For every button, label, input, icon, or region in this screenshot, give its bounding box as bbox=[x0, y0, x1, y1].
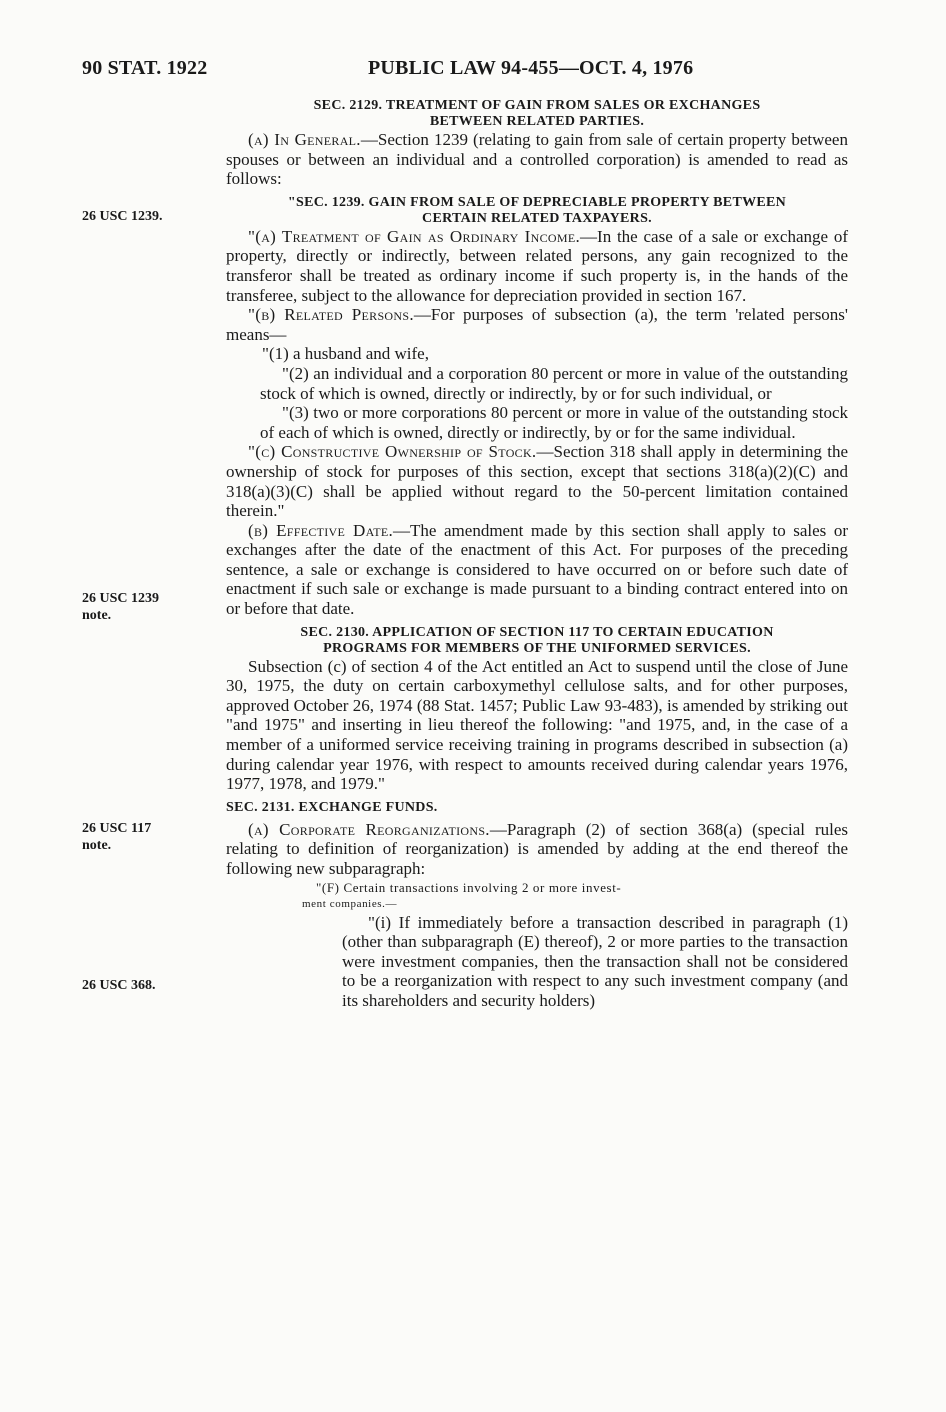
section-2129-heading bbox=[226, 98, 848, 130]
section-2130-heading bbox=[226, 625, 848, 657]
sec-1239-subsection-b bbox=[226, 305, 848, 344]
margin-note-line: note. bbox=[82, 838, 112, 853]
heading-line: ment companies.— bbox=[302, 897, 398, 910]
sec-1239-subsection-a bbox=[226, 227, 848, 305]
heading-line: "SEC. 1239. GAIN FROM SALE OF DEPRECIABLE PROPERTY BETWEEN bbox=[287, 194, 787, 210]
subsection-text: —The amendment made by this section shall apply to sales or exchanges after the date of the enactment of this Act. For purposes of the preceding sentence, a sale or exchange is considered to have occurred on or before such date of enactment if such sale or exchange is made pursuant to a binding contract entered into on or before that date. bbox=[226, 520, 849, 619]
main-text-column bbox=[226, 98, 848, 1011]
subsection-label: (a) In General. bbox=[248, 130, 361, 149]
sec-2130-text: Subsection (c) of section 4 of the Act entitled an Act to suspend until the close of June 30, 1975, the duty on certain carboxymethyl cellulose salts, and for other purposes, approved October 26, 1974 (88 Stat. 1457; Public Law 93-483), is amended by striking out "and 1975" and inserting in lieu thereof the following: "and 1975, and, in the case of a member of a uniformed service receiving training in programs described in subsection (a) during calendar year 1976, with respect to amounts received during calendar years 1976, 1977, 1978, and 1979." bbox=[226, 656, 848, 794]
sec-1239-b-paragraph-2: "(2) an individual and a corporation 80 percent or more in value of the outstanding stock of which is owned, directly or indirectly, by or for such individual, or bbox=[260, 363, 848, 403]
subsection-text: —Paragraph (2) of section 368(a) (special rules relating to definition of reorganization) is amended by adding at the end thereof the following new subparagraph: bbox=[226, 819, 848, 878]
sec-1239-subsection-c bbox=[226, 442, 848, 520]
margin-note-line: 26 USC 117 bbox=[82, 821, 152, 836]
heading-line: SEC. 2129. TREATMENT OF GAIN FROM SALES OR EXCHANGES bbox=[313, 98, 761, 113]
sec-2129-subsection-a bbox=[226, 130, 848, 189]
margin-note-1239: 26 USC 1239. bbox=[82, 209, 163, 224]
sec-2131-clause-i: "(i) If immediately before a transaction described in paragraph (1) (other than subparagraph (E) thereof), 2 or more parties to the transaction were investment companies, then the transaction shall not be considered to be a reorganization with respect to any such investment company (and its shareholders and security holders) bbox=[342, 912, 848, 1010]
heading-line: SEC. 2130. APPLICATION OF SECTION 117 TO CERTAIN EDUCATION bbox=[300, 624, 774, 640]
sec-2131-subsection-a bbox=[226, 820, 848, 879]
heading-line: BETWEEN RELATED PARTIES. bbox=[429, 114, 645, 129]
section-2131-heading: SEC. 2131. EXCHANGE FUNDS. bbox=[226, 799, 438, 815]
heading-line: CERTAIN RELATED TAXPAYERS. bbox=[422, 210, 652, 226]
subsection-label: (a) Corporate Reorganizations. bbox=[248, 819, 490, 839]
section-1239-heading bbox=[226, 195, 848, 227]
subsection-text: —For purposes of subsection (a), the term 'related persons' means— bbox=[226, 305, 848, 344]
sec-1239-b-paragraph-1: "(1) a husband and wife, bbox=[262, 344, 429, 364]
page-header-law: PUBLIC LAW 94-455—OCT. 4, 1976 bbox=[368, 57, 694, 79]
margin-note-line: note. bbox=[82, 608, 112, 623]
subsection-text: —Section 1239 (relating to gain from sale of certain property between spouses or between an individual and a controlled corporation) is amended to read as follows: bbox=[226, 130, 848, 189]
subsection-label: (b) Effective Date. bbox=[248, 520, 394, 540]
subsection-text: —Section 318 shall apply in determining the ownership of stock for purposes of this section, except that sections 318(a)(2)(C) and 318(a)(3)(C) shall be applied without regard to the 50-percent limitation contained therein." bbox=[226, 442, 848, 521]
subsection-text: —In the case of a sale or exchange of property, directly or indirectly, between related persons, any gain recognized to the transferor shall be treated as ordinary income if such property is, in the hands of the transferee, subject to the allowance for depreciation provided in section 167. bbox=[226, 226, 848, 305]
subsection-label: "(a) Treatment of Gain as Ordinary Income. bbox=[248, 226, 581, 246]
heading-line: PROGRAMS FOR MEMBERS OF THE UNIFORMED SERVICES. bbox=[323, 640, 751, 656]
margin-note-368: 26 USC 368. bbox=[82, 978, 156, 993]
subsection-label: "(b) Related Persons. bbox=[248, 305, 414, 325]
page-header-stat: 90 STAT. 1922 bbox=[82, 57, 208, 79]
subsection-label: "(c) Constructive Ownership of Stock. bbox=[248, 442, 537, 462]
sec-1239-b-paragraph-3: "(3) two or more corporations 80 percent or more in value of the outstanding stock of each of which is owned, directly or indirectly, by or for the same individual. bbox=[260, 403, 848, 442]
sec-2131-subparagraph-f-heading bbox=[226, 879, 848, 913]
margin-note-117-note bbox=[82, 820, 151, 854]
margin-note-line: 26 USC 1239 bbox=[82, 591, 160, 606]
heading-line: "(F) Certain transactions involving 2 or more invest- bbox=[316, 879, 622, 895]
margin-note-1239-note bbox=[82, 590, 159, 624]
sec-2129-subsection-b bbox=[226, 521, 848, 619]
